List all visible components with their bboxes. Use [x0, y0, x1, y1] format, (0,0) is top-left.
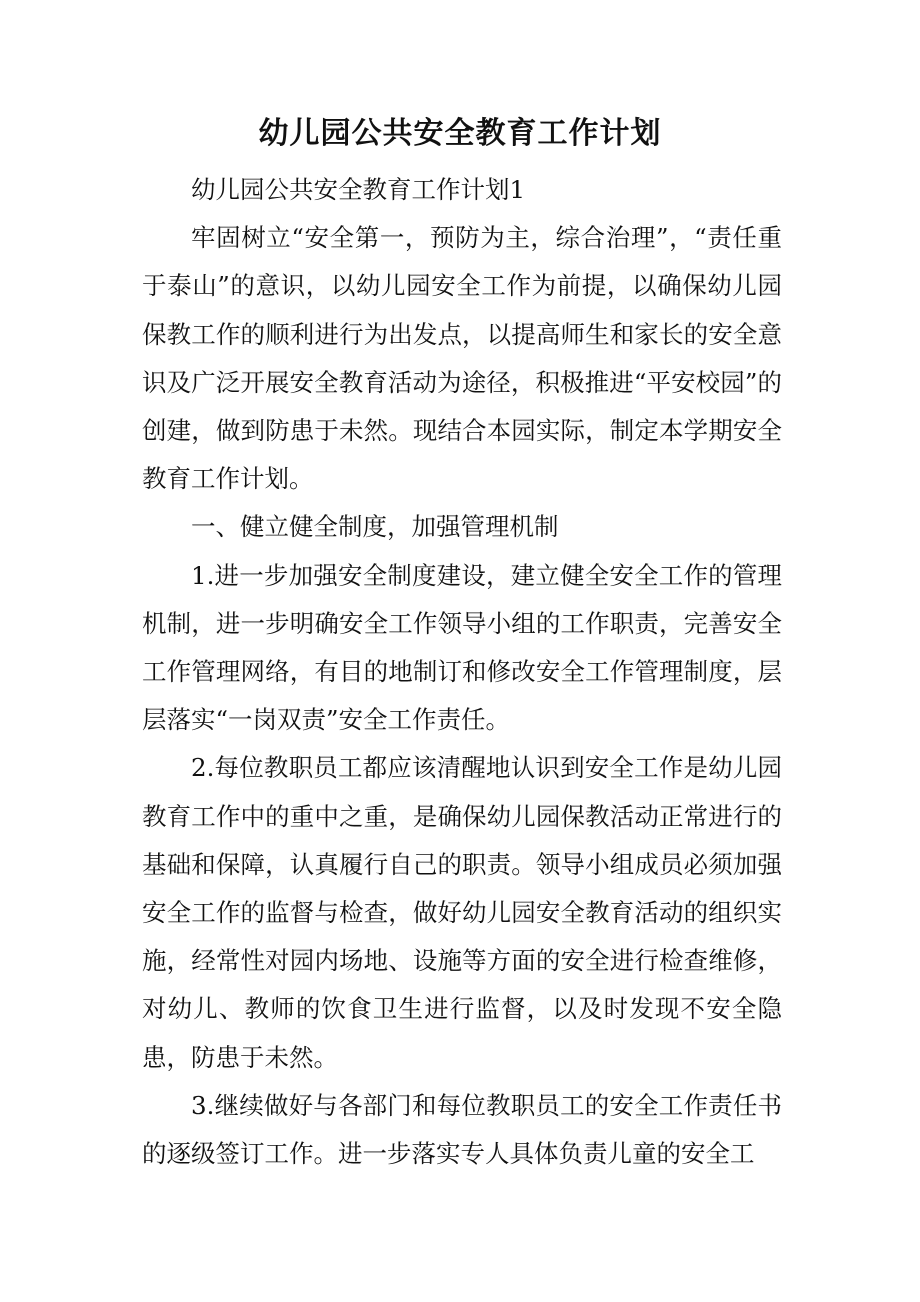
paragraph-item-1: 1.进一步加强安全制度建设，建立健全安全工作的管理机制，进一步明确安全工作领导小组的工作职责，完善安全工作管理网络，有目的地制订和修改安全工作管理制度，层层落实“一岗双责”安全工作责任。 — [142, 560, 782, 735]
document-title: 幼儿园公共安全教育工作计划 — [258, 116, 662, 151]
paragraph-subtitle: 幼儿园公共安全教育工作计划1 — [191, 175, 526, 204]
paragraph-item-3: 3.继续做好与各部门和每位教职员工的安全工作责任书的逐级签订工作。进一步落实专人具体负责儿童的安全工 — [142, 1090, 782, 1169]
document-body — [142, 166, 782, 1178]
paragraph-item-2: 2.每位教职员工都应该清醒地认识到安全工作是幼儿园教育工作中的重中之重，是确保幼儿园保教活动正常进行的基础和保障，认真履行自己的职责。领导小组成员必须加强安全工作的监督与检查，做好幼儿园安全教育活动的组织实施，经常性对园内场地、设施等方面的安全进行检查维修，对幼儿、教师的饮食卫生进行监督，以及时发现不安全隐患，防患于未然。 — [142, 753, 782, 1072]
section-heading-1: 一、健立健全制度，加强管理机制 — [191, 512, 559, 542]
paragraph-intro: 牢固树立“安全第一，预防为主，综合治理”，“责任重于泰山”的意识，以幼儿园安全工作为前提，以确保幼儿园保教工作的顺利进行为出发点，以提高师生和家长的安全意识及广泛开展安全教育活动为途径，积极推进“平安校园”的创建，做到防患于未然。现结合本园实际，制定本学期安全教育工作计划。 — [142, 223, 782, 494]
